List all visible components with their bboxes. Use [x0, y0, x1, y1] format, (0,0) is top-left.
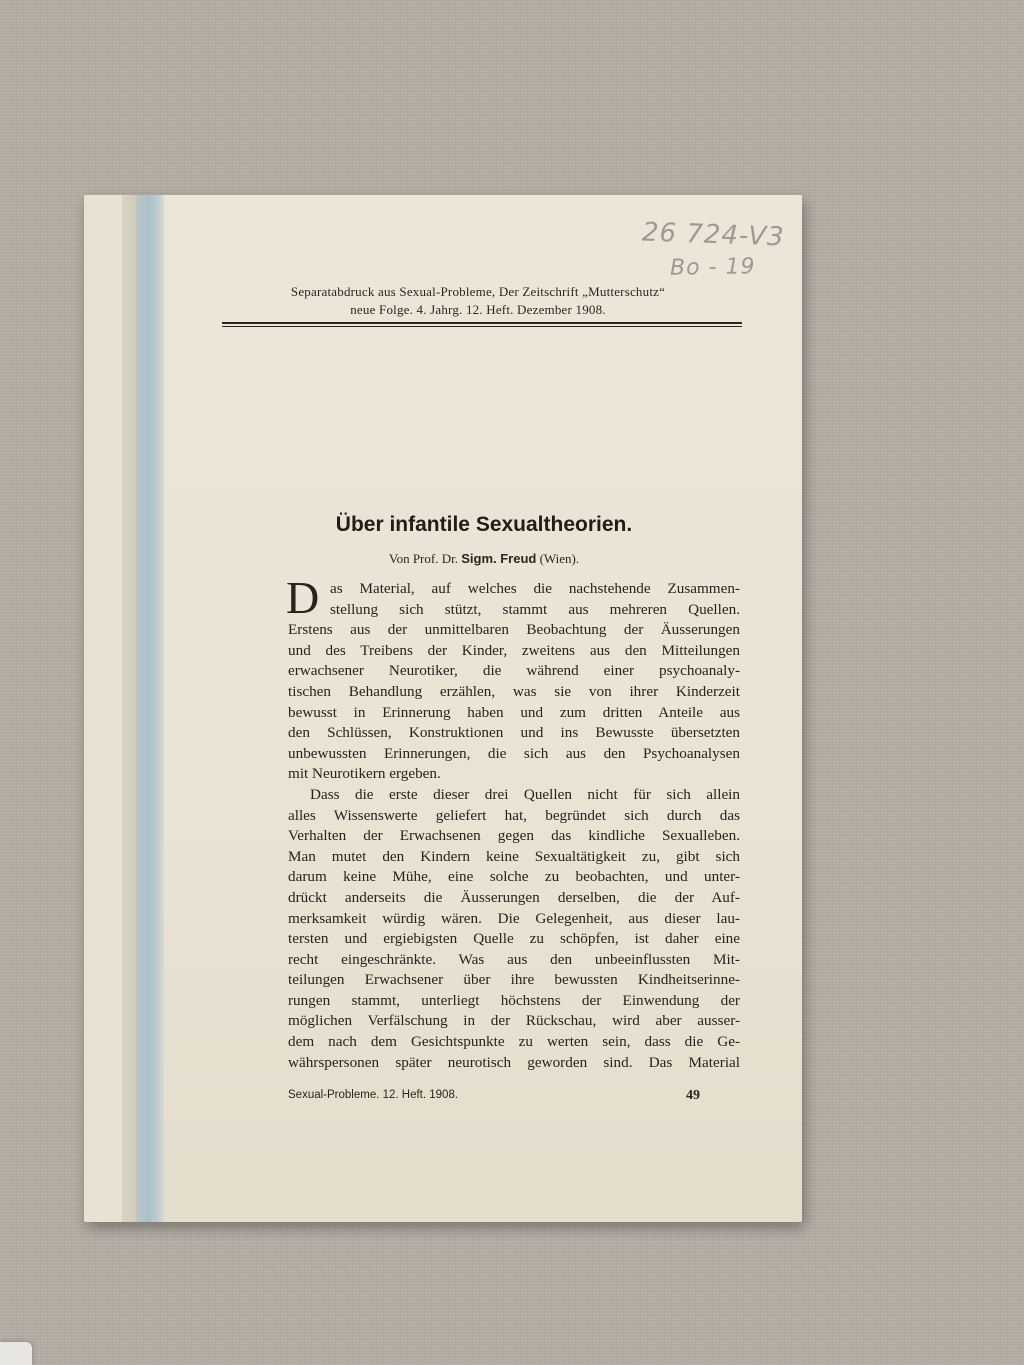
body-line: stellung sich stützt, stammt aus mehreren Quellen. — [330, 600, 740, 618]
archive-number: 26 724-V3 — [641, 217, 786, 253]
body-line: teilungen Erwachsener über ihre bewussten Kindheitserinne- — [288, 971, 740, 989]
body-line: Dass die erste dieser drei Quellen nicht für sich allein — [310, 785, 740, 803]
article-body — [286, 572, 740, 1073]
body-line: recht eingeschränkte. Was aus den unbeeinflussten Mit- — [288, 950, 740, 968]
body-line: merksamkeit würdig wären. Die Gelegenheit, aus dieser lau- — [288, 909, 740, 927]
page-edge — [122, 195, 136, 1222]
body-line: as Material, auf welches die nachstehende Zusammen- — [330, 580, 740, 597]
corner-object — [0, 1342, 32, 1365]
body-line: unbewussten Erinnerungen, die sich aus den Psychoanalysen — [288, 744, 740, 762]
byline-suffix: (Wien). — [539, 551, 580, 566]
byline-prefix: Von Prof. Dr. — [388, 551, 458, 566]
body-line: tersten und ergiebigsten Quelle zu schöpfen, ist daher eine — [288, 930, 740, 948]
body-line: bewusst in Erinnerung haben und zum dritten Anteile aus — [288, 703, 740, 721]
archive-shelfmark: Bo - 19 — [669, 254, 756, 281]
body-line: tischen Behandlung erzählen, was sie von ihrer Kinderzeit — [288, 682, 740, 700]
body-line: möglichen Verfälschung in der Rückschau, wird aber ausser- — [288, 1012, 740, 1030]
drop-cap: D — [286, 572, 320, 623]
header-line-1: Separatabdruck aus Sexual-Probleme, Der Zeitschrift „Mutterschutz“ — [290, 284, 666, 299]
body-line: den Schlüssen, Konstruktionen und ins Bewusste übersetzten — [288, 724, 740, 742]
body-line: Man mutet den Kindern keine Sexualtätigkeit zu, gibt sich — [288, 847, 740, 865]
body-line: währspersonen später neurotisch geworden sind. Das Material — [288, 1053, 740, 1071]
header-rule-thin — [222, 326, 742, 327]
footer-journal: Sexual-Probleme. 12. Heft. 1908. — [288, 1089, 459, 1101]
body-line: und des Treibens der Kinder, zweitens aus den Mitteilungen — [288, 641, 740, 659]
body-line: drückt anderseits die Äusserungen derselben, die der Auf- — [288, 888, 740, 906]
page-number: 49 — [686, 1088, 700, 1103]
front-page — [164, 195, 802, 1222]
body-line: Verhalten der Erwachsenen gegen das kindliche Sexualleben. — [288, 827, 740, 845]
header-rule — [222, 322, 742, 324]
body-line: Erstens aus der unmittelbaren Beobachtung der Äusserungen — [288, 621, 740, 639]
body-line: alles Wissenswerte geliefert hat, begründet sich durch das — [288, 806, 740, 824]
byline — [224, 551, 744, 567]
article-title: Über infantile Sexualtheorien. — [335, 513, 633, 536]
offprint-header — [222, 283, 734, 319]
body-line: mit Neurotikern ergeben. — [288, 765, 441, 783]
body-line: darum keine Mühe, eine solche zu beobachten, und unter- — [288, 868, 740, 886]
author-name: Sigm. Freud — [461, 551, 537, 566]
body-line: dem nach dem Gesichtspunkte zu werten sein, dass die Ge- — [288, 1033, 740, 1051]
page-footer — [288, 1089, 700, 1101]
pamphlet — [84, 195, 802, 1222]
body-line: rungen stammt, unterliegt höchstens der Einwendung der — [288, 991, 740, 1009]
blue-spine — [136, 195, 164, 1222]
header-line-2: neue Folge. 4. Jahrg. 12. Heft. Dezember 1908. — [350, 302, 606, 317]
body-line: erwachsener Neurotiker, die während einer psychoanaly- — [288, 662, 740, 680]
